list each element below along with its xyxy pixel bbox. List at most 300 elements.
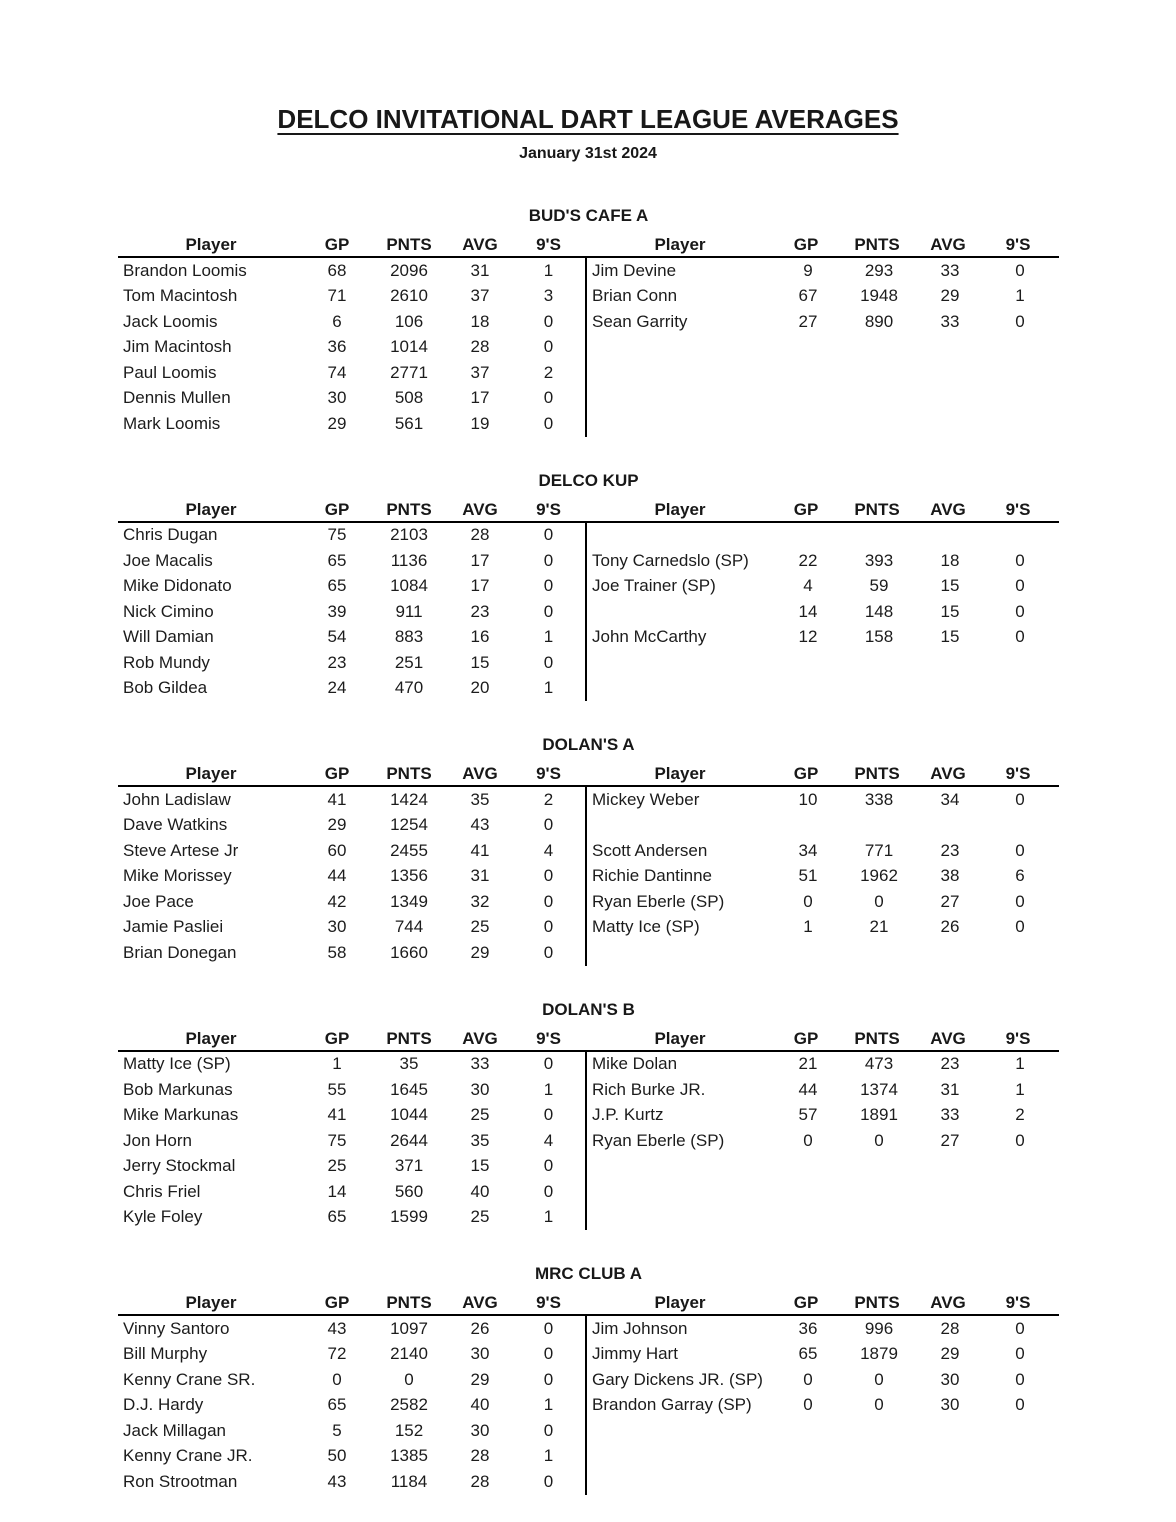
avg-value: 15 (940, 627, 960, 647)
nines-value: 0 (543, 891, 554, 911)
table-row (587, 787, 1059, 813)
nines-value: 0 (1015, 627, 1025, 647)
team-name: DOLAN'S B (542, 999, 635, 1019)
pnts-value: 371 (394, 1156, 424, 1176)
col-header-gp-right: GP (793, 1028, 819, 1048)
header-row (118, 230, 1059, 258)
nines-value: 0 (543, 1369, 554, 1389)
gp-value: 58 (327, 942, 347, 962)
header-row (118, 1024, 1059, 1052)
pnts-value: 996 (864, 1318, 894, 1338)
player-name: Tom Macintosh (123, 286, 238, 306)
col-header-pnts-left: PNTS (386, 235, 432, 254)
table-row (118, 1077, 585, 1103)
pnts-value: 0 (874, 1130, 884, 1150)
player-name: Tony Carnedslo (SP) (592, 550, 749, 570)
nines-value: 1 (543, 1207, 554, 1227)
avg-value: 40 (470, 1181, 490, 1201)
col-header-gp-left: GP (324, 1028, 350, 1048)
col-header-avg-right: AVG (930, 499, 966, 519)
player-name: Matty Ice (SP) (592, 917, 700, 937)
player-name: Jim Johnson (592, 1318, 688, 1338)
gp-value: 29 (327, 815, 347, 835)
gp-value: 71 (327, 286, 347, 306)
col-header-gp-left: GP (324, 235, 350, 254)
gp-value: 1 (332, 1054, 342, 1074)
nines-value: 0 (543, 1156, 554, 1176)
nines-value: 0 (543, 1344, 554, 1364)
col-header-pnts-right: PNTS (854, 499, 900, 519)
avg-value: 30 (470, 1079, 490, 1099)
table-row (587, 1077, 1059, 1103)
pnts-value: 744 (394, 917, 424, 937)
table-row (587, 813, 1059, 839)
player-name: Kyle Foley (123, 1207, 203, 1227)
gp-value: 54 (327, 627, 347, 647)
table-row (587, 284, 1059, 310)
gp-value: 67 (798, 286, 818, 306)
gp-value: 72 (327, 1344, 347, 1364)
gp-value: 1 (803, 917, 813, 937)
col-header-nines-right: 9'S (1005, 764, 1031, 783)
player-name: Matty Ice (SP) (123, 1054, 231, 1074)
player-name: John McCarthy (592, 627, 707, 647)
table-row (118, 360, 585, 386)
player-name: Brandon Loomis (123, 260, 247, 280)
gp-value: 0 (803, 891, 813, 911)
avg-value: 15 (940, 576, 960, 596)
team-name: MRC CLUB A (534, 1264, 643, 1283)
avg-value: 23 (940, 1054, 960, 1074)
nines-value: 0 (1015, 601, 1025, 621)
avg-value: 26 (940, 917, 960, 937)
gp-value: 14 (327, 1181, 347, 1201)
pnts-value: 21 (869, 917, 889, 937)
avg-value: 29 (940, 286, 960, 306)
col-header-pnts-left: PNTS (386, 764, 432, 783)
player-name: Jack Millagan (123, 1420, 226, 1440)
pnts-value: 158 (864, 627, 894, 647)
col-header-nines-left: 9'S (536, 764, 561, 783)
avg-value: 41 (470, 840, 490, 860)
table-row (587, 1469, 1059, 1495)
player-name: Sean Garrity (592, 311, 688, 331)
col-header-pnts-left: PNTS (386, 1028, 432, 1048)
gp-value: 65 (327, 1207, 347, 1227)
gp-value: 9 (803, 260, 813, 280)
player-name: Jon Horn (123, 1130, 192, 1150)
player-name: Brian Conn (592, 286, 678, 306)
table-body (118, 1316, 1059, 1495)
nines-value: 0 (1015, 260, 1025, 280)
col-header-avg-left: AVG (462, 499, 498, 519)
pnts-value: 1424 (390, 789, 428, 809)
gp-value: 0 (803, 1369, 813, 1389)
gp-value: 41 (327, 789, 347, 809)
pnts-value: 2096 (390, 260, 428, 280)
avg-value: 23 (470, 601, 490, 621)
col-header-pnts-left: PNTS (386, 1293, 432, 1312)
avg-value: 19 (470, 413, 490, 433)
table-row (118, 1154, 585, 1180)
avg-value: 28 (470, 337, 490, 357)
table-row (118, 1469, 585, 1495)
pnts-value: 1948 (860, 286, 898, 306)
nines-value: 1 (543, 678, 554, 698)
gp-value: 65 (327, 1395, 347, 1415)
col-header-pnts-right: PNTS (854, 764, 900, 783)
gp-value: 65 (798, 1344, 818, 1364)
player-name: Chris Dugan (123, 525, 218, 545)
team-name: DOLAN'S A (542, 735, 635, 754)
avg-value: 28 (470, 1446, 490, 1466)
nines-value: 0 (1015, 789, 1025, 809)
avg-value: 25 (470, 1207, 490, 1227)
table-row (587, 1418, 1059, 1444)
avg-value: 31 (470, 260, 490, 280)
col-header-nines-right: 9'S (1005, 1293, 1031, 1312)
nines-value: 0 (1015, 1369, 1025, 1389)
player-name: Steve Artese Jr (123, 840, 239, 860)
col-header-nines-left: 9'S (536, 1293, 561, 1312)
gp-value: 23 (327, 652, 347, 672)
right-half (587, 1316, 1059, 1495)
avg-value: 18 (470, 311, 490, 331)
pnts-value: 473 (864, 1054, 894, 1074)
table-row (118, 813, 585, 839)
nines-value: 0 (543, 652, 554, 672)
avg-value: 34 (940, 789, 960, 809)
gp-value: 6 (332, 311, 342, 331)
avg-value: 43 (470, 815, 490, 835)
table-row (587, 1128, 1059, 1154)
player-name: Scott Andersen (592, 840, 708, 860)
avg-value: 16 (470, 627, 490, 647)
avg-value: 32 (470, 891, 490, 911)
right-half (587, 523, 1059, 702)
table-row (118, 411, 585, 437)
pnts-value: 1385 (390, 1446, 428, 1466)
nines-value: 0 (543, 1420, 554, 1440)
player-name: Jack Loomis (123, 311, 218, 331)
nines-value: 0 (543, 942, 554, 962)
pnts-value: 59 (869, 576, 889, 596)
pnts-value: 1136 (390, 550, 428, 570)
pnts-value: 1184 (390, 1471, 428, 1491)
avg-value: 30 (940, 1369, 960, 1389)
avg-value: 17 (470, 576, 490, 596)
table-row (118, 1179, 585, 1205)
avg-value: 25 (470, 917, 490, 937)
table-row (587, 1179, 1059, 1205)
team-section (118, 1000, 1059, 1231)
col-header-pnts-right: PNTS (854, 1293, 900, 1312)
nines-value: 0 (1015, 917, 1025, 937)
nines-value: 0 (543, 1054, 554, 1074)
table-row (118, 1367, 585, 1393)
avg-value: 31 (470, 866, 490, 886)
table-row (118, 523, 585, 549)
col-header-gp-right: GP (793, 764, 819, 783)
pnts-value: 2771 (390, 362, 428, 382)
pnts-value: 338 (864, 789, 894, 809)
gp-value: 44 (327, 866, 347, 886)
gp-value: 10 (798, 789, 818, 809)
pnts-value: 883 (394, 627, 424, 647)
gp-value: 43 (327, 1318, 347, 1338)
avg-value: 40 (470, 1395, 490, 1415)
table-row (587, 676, 1059, 702)
pnts-value: 251 (394, 652, 424, 672)
pnts-value: 1660 (390, 942, 428, 962)
player-name: Bob Gildea (123, 678, 208, 698)
col-header-avg-left: AVG (462, 1028, 498, 1048)
page-title: DELCO INVITATIONAL DART LEAGUE AVERAGES (277, 104, 899, 134)
nines-value: 0 (1015, 1395, 1025, 1415)
avg-value: 33 (470, 1054, 490, 1074)
table-row (118, 787, 585, 813)
avg-value: 15 (940, 601, 960, 621)
nines-value: 1 (543, 1079, 554, 1099)
player-name: Brian Donegan (123, 942, 237, 962)
col-header-player-right: Player (654, 1293, 706, 1312)
gp-value: 0 (803, 1130, 813, 1150)
header-row (118, 495, 1059, 523)
table-row (118, 838, 585, 864)
table-row (587, 1393, 1059, 1419)
player-name: Jamie Pasliei (123, 917, 224, 937)
left-half (118, 787, 587, 966)
table-row (118, 1418, 585, 1444)
nines-value: 2 (543, 789, 554, 809)
pnts-value: 911 (395, 601, 423, 621)
pnts-value: 560 (394, 1181, 424, 1201)
avg-value: 30 (470, 1344, 490, 1364)
nines-value: 3 (543, 286, 554, 306)
table-row (118, 915, 585, 941)
table-row (118, 1205, 585, 1231)
avg-value: 28 (470, 1471, 490, 1491)
nines-value: 1 (543, 627, 554, 647)
nines-value: 0 (543, 388, 554, 408)
table-row (587, 625, 1059, 651)
player-name: Chris Friel (123, 1181, 201, 1201)
left-half (118, 1052, 587, 1231)
player-name: Joe Pace (123, 891, 194, 911)
player-name: Paul Loomis (123, 362, 217, 382)
gp-value: 42 (327, 891, 347, 911)
col-header-player-right: Player (654, 499, 706, 519)
gp-value: 75 (327, 1130, 347, 1150)
gp-value: 51 (798, 866, 818, 886)
gp-value: 0 (332, 1369, 342, 1389)
table-row (587, 1052, 1059, 1078)
table-row (118, 1393, 585, 1419)
avg-value: 33 (940, 311, 960, 331)
pnts-value: 1356 (390, 866, 428, 886)
avg-value: 27 (940, 1130, 960, 1150)
table-row (118, 284, 585, 310)
table-row (118, 1052, 585, 1078)
pnts-value: 1891 (860, 1105, 898, 1125)
avg-value: 30 (470, 1420, 490, 1440)
pnts-value: 1645 (390, 1079, 428, 1099)
player-name: Rob Mundy (123, 652, 210, 672)
player-name: Jim Macintosh (123, 337, 232, 357)
table-row (118, 548, 585, 574)
nines-value: 0 (543, 1105, 554, 1125)
nines-value: 0 (543, 311, 554, 331)
table-row (587, 411, 1059, 437)
player-name: Jim Devine (592, 260, 677, 280)
gp-value: 22 (798, 550, 818, 570)
player-name: John Ladislaw (123, 789, 231, 809)
avg-value: 35 (470, 1130, 490, 1150)
pnts-value: 1374 (860, 1079, 898, 1099)
player-name: Vinny Santoro (123, 1318, 230, 1338)
gp-value: 60 (327, 840, 347, 860)
pnts-value: 2644 (390, 1130, 428, 1150)
avg-value: 18 (940, 550, 960, 570)
nines-value: 0 (543, 413, 554, 433)
col-header-gp-left: GP (324, 764, 350, 783)
col-header-player-left: Player (185, 1293, 237, 1312)
table-row (587, 309, 1059, 335)
nines-value: 0 (543, 337, 554, 357)
avg-value: 29 (940, 1344, 960, 1364)
pnts-value: 890 (864, 311, 894, 331)
gp-value: 24 (327, 678, 347, 698)
player-name: Brandon Garray (SP) (592, 1395, 752, 1415)
table-row (587, 1154, 1059, 1180)
table-row (118, 1342, 585, 1368)
col-header-avg-right: AVG (930, 235, 966, 254)
table-row (587, 1205, 1059, 1231)
table-row (118, 650, 585, 676)
nines-value: 0 (1015, 550, 1025, 570)
col-header-avg-left: AVG (462, 235, 498, 254)
sections (118, 206, 1059, 1495)
pnts-value: 148 (864, 601, 894, 621)
avg-value: 30 (940, 1395, 960, 1415)
player-name: Ron Strootman (123, 1471, 238, 1491)
col-header-player-right: Player (654, 1028, 706, 1048)
nines-value: 1 (1015, 286, 1025, 306)
gp-value: 65 (327, 576, 347, 596)
avg-value: 25 (470, 1105, 490, 1125)
pnts-value: 106 (394, 311, 424, 331)
col-header-avg-left: AVG (462, 1293, 498, 1312)
avg-value: 37 (470, 362, 490, 382)
table-row (587, 523, 1059, 549)
gp-value: 50 (327, 1446, 347, 1466)
table-row (587, 1444, 1059, 1470)
col-header-pnts-right: PNTS (854, 1028, 900, 1048)
gp-value: 14 (798, 601, 818, 621)
player-name: D.J. Hardy (123, 1395, 204, 1415)
gp-value: 12 (798, 627, 818, 647)
avg-value: 33 (940, 1105, 960, 1125)
table-row (118, 864, 585, 890)
col-header-gp-left: GP (324, 499, 350, 519)
pnts-value: 470 (394, 678, 424, 698)
col-header-avg-left: AVG (462, 764, 498, 783)
gp-value: 34 (798, 840, 818, 860)
nines-value: 0 (543, 1181, 554, 1201)
nines-value: 0 (1015, 1318, 1025, 1338)
table-row (118, 1103, 585, 1129)
table-row (587, 548, 1059, 574)
nines-value: 0 (543, 1318, 554, 1338)
player-name: Richie Dantinne (592, 866, 713, 886)
table-row (587, 915, 1059, 941)
nines-value: 0 (543, 525, 554, 545)
table-body (118, 787, 1059, 966)
player-name: Bill Murphy (123, 1344, 208, 1364)
col-header-pnts-right: PNTS (854, 235, 900, 254)
nines-value: 0 (1015, 576, 1025, 596)
team-section (118, 471, 1059, 702)
gp-value: 30 (327, 917, 347, 937)
col-header-nines-right: 9'S (1005, 235, 1031, 254)
table-row (118, 335, 585, 361)
player-name: Dave Watkins (123, 815, 228, 835)
player-name: Jerry Stockmal (123, 1156, 236, 1176)
table-row (587, 599, 1059, 625)
pnts-value: 1879 (860, 1344, 898, 1364)
nines-value: 0 (543, 917, 554, 937)
gp-value: 41 (327, 1105, 347, 1125)
table-row (118, 599, 585, 625)
table-body (118, 1052, 1059, 1231)
left-half (118, 1316, 587, 1495)
table-row (587, 1103, 1059, 1129)
nines-value: 0 (1015, 840, 1025, 860)
avg-value: 29 (470, 942, 490, 962)
pnts-value: 1014 (390, 337, 428, 357)
pnts-value: 2610 (390, 286, 428, 306)
col-header-player-left: Player (185, 235, 237, 254)
pnts-value: 35 (399, 1054, 419, 1074)
col-header-avg-right: AVG (930, 1028, 966, 1048)
gp-value: 57 (798, 1105, 818, 1125)
avg-value: 31 (940, 1079, 960, 1099)
gp-value: 36 (327, 337, 347, 357)
gp-value: 44 (798, 1079, 818, 1099)
header-row (118, 759, 1059, 787)
pnts-value: 1962 (860, 866, 898, 886)
avg-value: 17 (470, 388, 490, 408)
team-name: DELCO KUP (538, 470, 639, 490)
pnts-value: 561 (394, 413, 424, 433)
player-name: Bob Markunas (123, 1079, 233, 1099)
player-name: Rich Burke JR. (592, 1079, 706, 1099)
avg-value: 15 (470, 1156, 490, 1176)
table-row (587, 838, 1059, 864)
player-name: Gary Dickens JR. (SP) (592, 1369, 763, 1389)
gp-value: 27 (798, 311, 818, 331)
col-header-nines-right: 9'S (1005, 499, 1031, 519)
table-row (587, 940, 1059, 966)
player-name: Will Damian (123, 627, 214, 647)
player-name: Ryan Eberle (SP) (592, 1130, 725, 1150)
gp-value: 43 (327, 1471, 347, 1491)
table-row (118, 1444, 585, 1470)
nines-value: 0 (1015, 1130, 1025, 1150)
pnts-value: 508 (394, 388, 424, 408)
nines-value: 2 (1015, 1105, 1025, 1125)
table-row (118, 386, 585, 412)
